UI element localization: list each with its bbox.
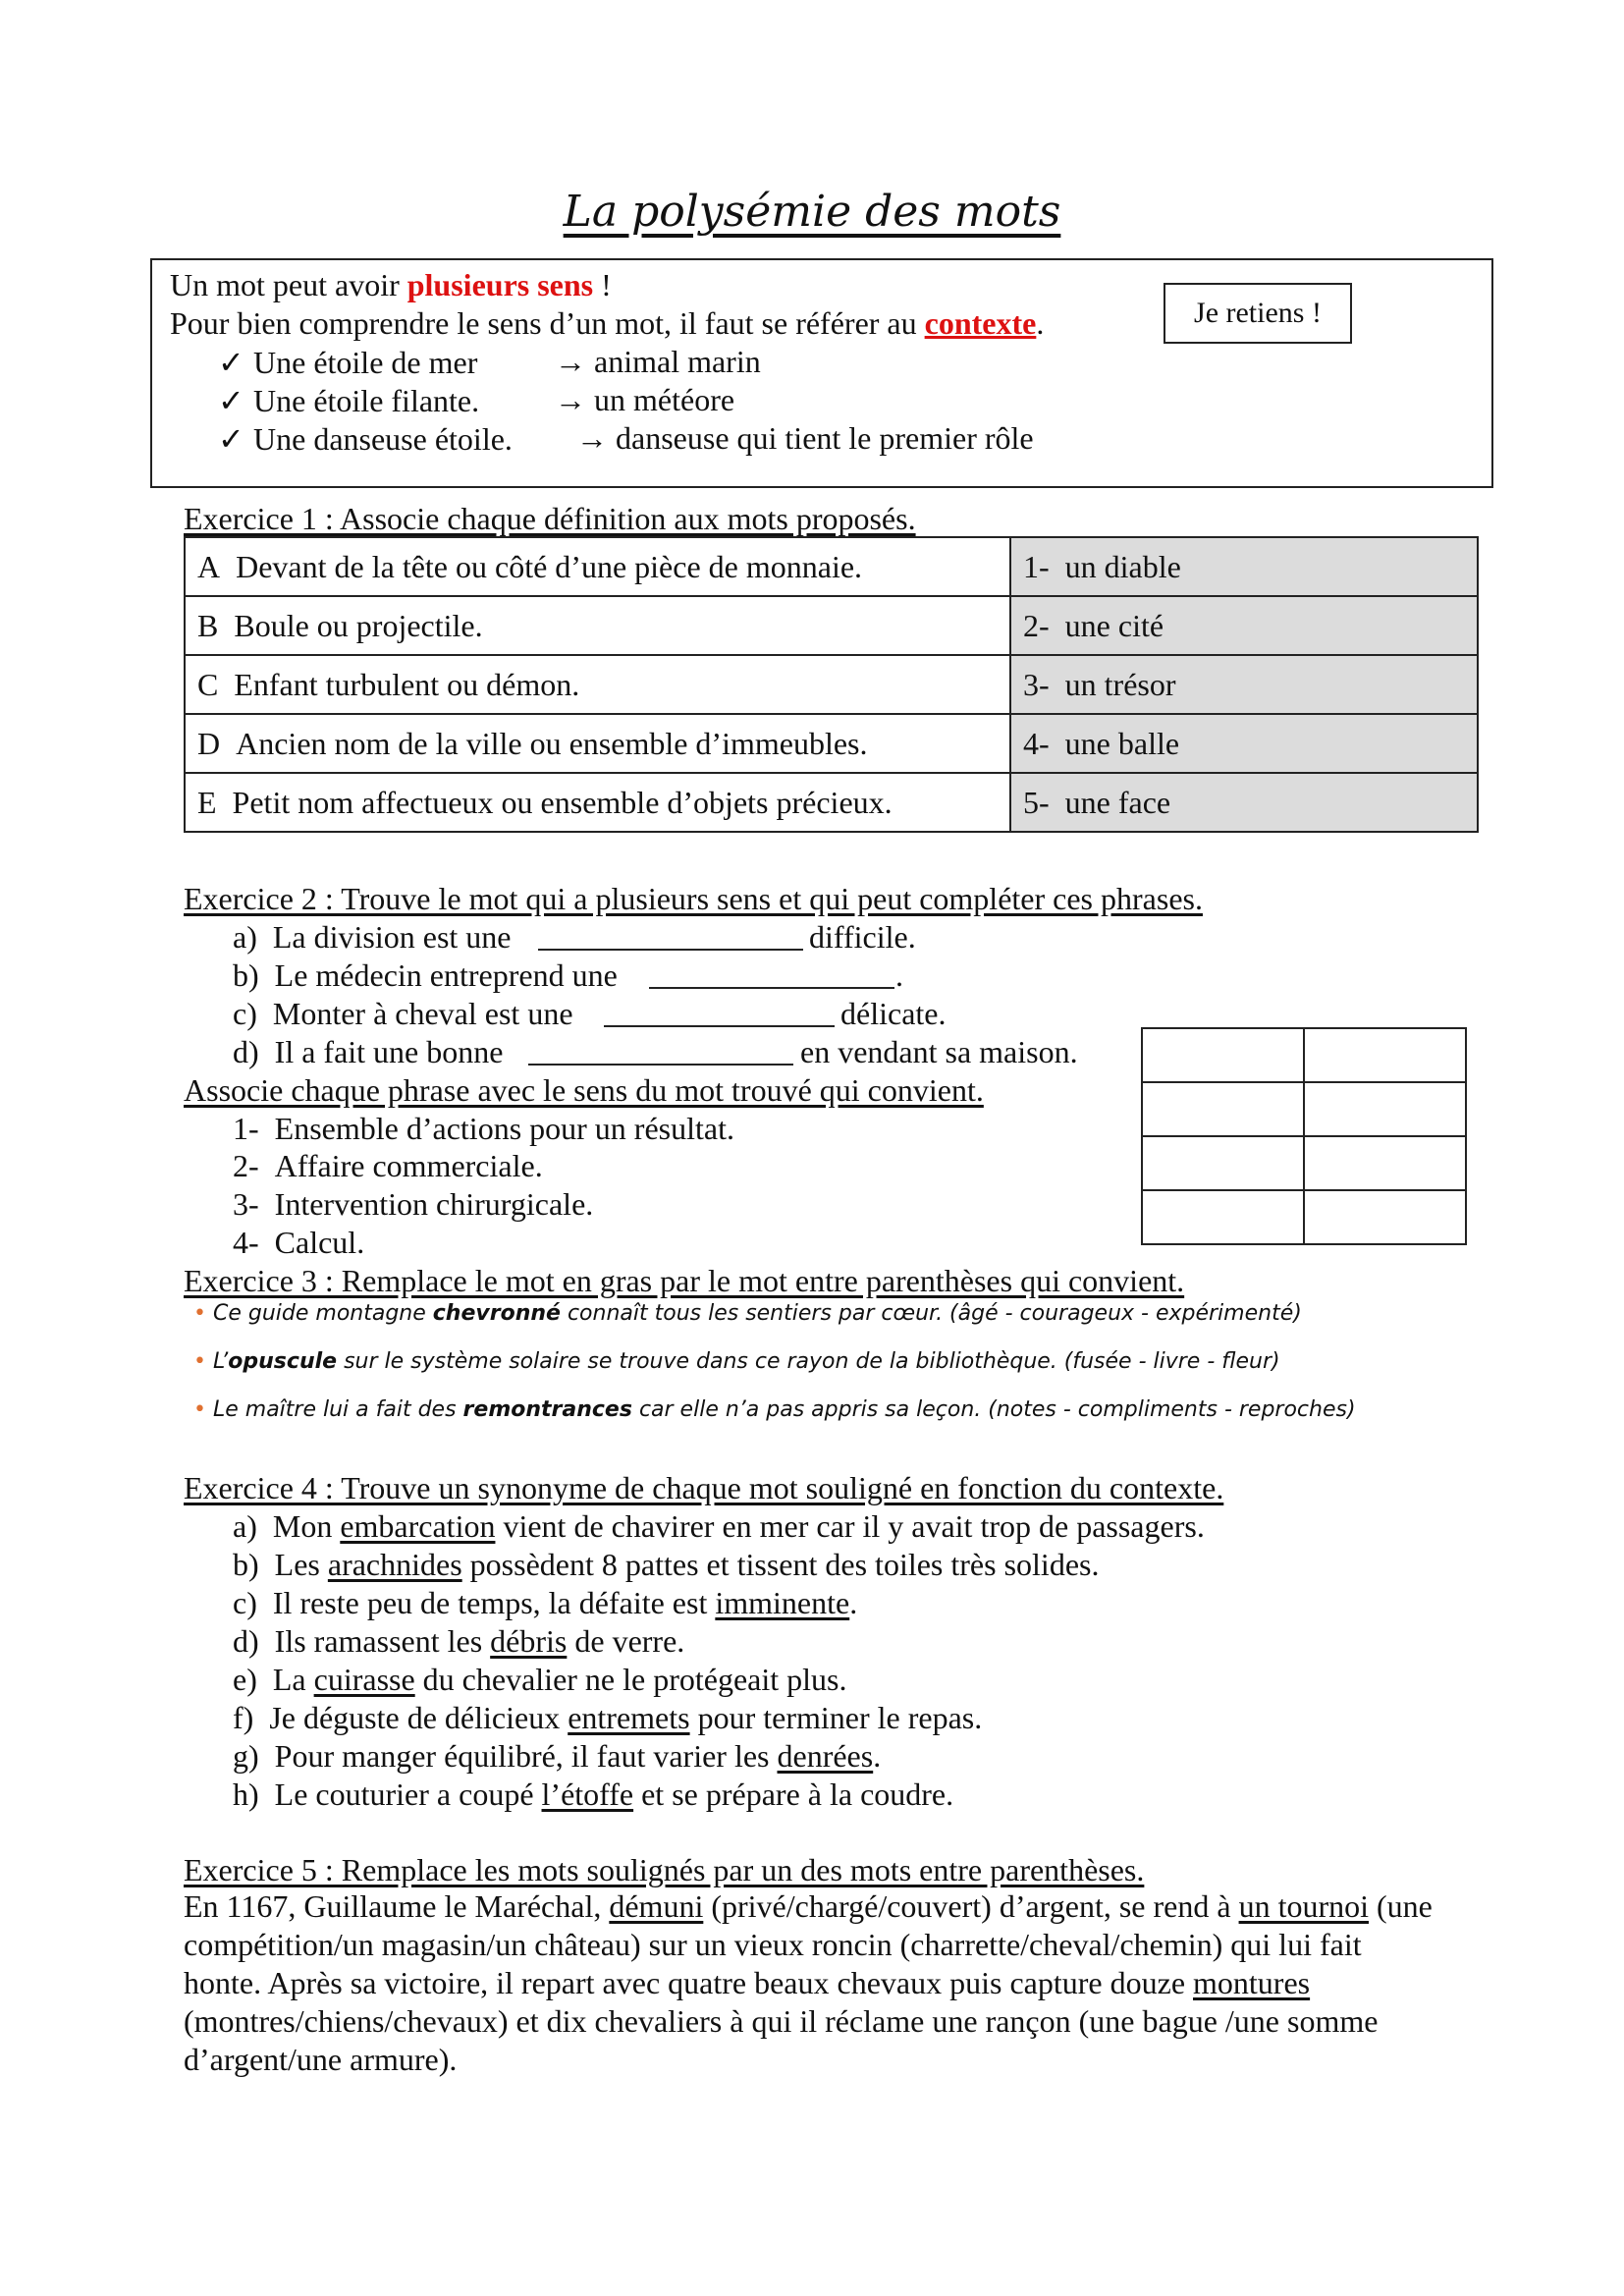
check-icon: ✓ xyxy=(218,345,244,380)
exercise-4-item-g: g) Pour manger équilibré, il faut varier les denrées. xyxy=(233,1738,882,1774)
grid-cell[interactable] xyxy=(1304,1082,1466,1136)
exercise-1-title: Exercice 1 : Associe chaque définition aux mots proposés. xyxy=(184,501,916,536)
exercise-4-item-e: e) La cuirasse du chevalier ne le protégeait plus. xyxy=(233,1662,847,1697)
answer-grid xyxy=(1141,1027,1467,1245)
page-title: La polysémie des mots xyxy=(563,187,1061,237)
word-cell: 1- un diable xyxy=(1010,537,1478,596)
blank-c[interactable] xyxy=(604,1025,835,1027)
meaning-4: 4- Calcul. xyxy=(233,1225,365,1260)
exercise-2-subtitle: Associe chaque phrase avec le sens du mot trouvé qui convient. xyxy=(184,1072,984,1108)
exercise-4-item-b: b) Les arachnides possèdent 8 pattes et tissent des toiles très solides. xyxy=(233,1547,1100,1582)
grid-cell[interactable] xyxy=(1304,1190,1466,1244)
sentence-b-end: . xyxy=(895,957,903,993)
exercise-4-title: Exercice 4 : Trouve un synonyme de chaque mot souligné en fonction du contexte. xyxy=(184,1470,1224,1505)
check-icon: ✓ xyxy=(218,383,244,418)
bullet-icon: • xyxy=(193,1349,206,1374)
sentence-c-end: délicate. xyxy=(840,996,947,1031)
check-icon: ✓ xyxy=(218,421,244,457)
meaning-2: 2- Affaire commerciale. xyxy=(233,1148,543,1183)
word-cell: 3- un trésor xyxy=(1010,655,1478,714)
word-cell: 2- une cité xyxy=(1010,596,1478,655)
exercise-3-item-1: • Ce guide montagne chevronné connaît tous les sentiers par cœur. (âgé - courageux - expérimenté) xyxy=(193,1301,1302,1326)
exercise-4-item-a: a) Mon embarcation vient de chavirer en mer car il y avait trop de passagers. xyxy=(233,1508,1205,1544)
example-1-meaning: → animal marin xyxy=(555,344,761,379)
bullet-icon: • xyxy=(193,1397,206,1422)
exercise-1-table xyxy=(184,536,1479,833)
word-cell: 4- une balle xyxy=(1010,714,1478,773)
example-3: ✓ Une danseuse étoile. xyxy=(218,421,513,457)
definition-cell: B Boule ou projectile. xyxy=(185,596,1010,655)
sentence-d: d) Il a fait une bonne xyxy=(233,1034,504,1069)
table-row xyxy=(185,714,1478,773)
exercise-4-item-c: c) Il reste peu de temps, la défaite est imminente. xyxy=(233,1585,858,1620)
bullet-icon: • xyxy=(193,1301,206,1326)
grid-cell[interactable] xyxy=(1142,1136,1304,1190)
exercise-5-paragraph: En 1167, Guillaume le Maréchal, démuni (privé/chargé/couvert) d’argent, se rend à un tournoi (une compétition/un magasin/un château) sur un vieux roncin (charrette/cheval/chemin) qui lui fait honte. Après sa victoire, il repart avec quatre beaux chevaux puis capture douze montures (montres/chiens/chevaux) et dix chevaliers à qui il réclame une rançon (une bague /une somme d’argent/une armure). xyxy=(184,1888,1433,2077)
arrow-icon: → xyxy=(555,344,586,379)
arrow-icon: → xyxy=(576,420,608,456)
je-retiens-label: Je retiens ! xyxy=(1164,283,1352,344)
sentence-a: a) La division est une xyxy=(233,919,512,955)
meaning-3: 3- Intervention chirurgicale. xyxy=(233,1186,594,1222)
definition-cell: A Devant de la tête ou côté d’une pièce de monnaie. xyxy=(185,537,1010,596)
exercise-4-item-d: d) Ils ramassent les débris de verre. xyxy=(233,1623,685,1659)
exercise-5-title: Exercice 5 : Remplace les mots soulignés par un des mots entre parenthèses. xyxy=(184,1852,1145,1887)
exercise-3-title: Exercice 3 : Remplace le mot en gras par le mot entre parenthèses qui convient. xyxy=(184,1263,1185,1298)
blank-d[interactable] xyxy=(528,1064,793,1066)
definition-cell: E Petit nom affectueux ou ensemble d’objets précieux. xyxy=(185,773,1010,832)
table-row xyxy=(185,537,1478,596)
exercise-4-item-h: h) Le couturier a coupé l’étoffe et se prépare à la coudre. xyxy=(233,1777,954,1812)
rule-line-2: Pour bien comprendre le sens d’un mot, il faut se référer au contexte. xyxy=(170,305,1045,341)
grid-cell[interactable] xyxy=(1304,1136,1466,1190)
example-2: ✓ Une étoile filante. xyxy=(218,383,480,418)
grid-cell[interactable] xyxy=(1142,1082,1304,1136)
grid-cell[interactable] xyxy=(1142,1028,1304,1082)
example-2-meaning: → un météore xyxy=(555,382,735,417)
grid-cell[interactable] xyxy=(1304,1028,1466,1082)
rule-line-1: Un mot peut avoir plusieurs sens ! xyxy=(170,267,612,302)
sentence-d-end: en vendant sa maison. xyxy=(800,1034,1078,1069)
exercise-3-item-3: • Le maître lui a fait des remontrances car elle n’a pas appris sa leçon. (notes - compliments - reproches) xyxy=(193,1397,1356,1422)
grid-cell[interactable] xyxy=(1142,1190,1304,1244)
meaning-1: 1- Ensemble d’actions pour un résultat. xyxy=(233,1111,734,1146)
arrow-icon: → xyxy=(555,382,586,417)
word-cell: 5- une face xyxy=(1010,773,1478,832)
definition-cell: C Enfant turbulent ou démon. xyxy=(185,655,1010,714)
table-row xyxy=(185,773,1478,832)
table-row xyxy=(185,596,1478,655)
example-1: ✓ Une étoile de mer xyxy=(218,345,478,380)
sentence-c: c) Monter à cheval est une xyxy=(233,996,573,1031)
blank-b[interactable] xyxy=(649,987,894,989)
exercise-2-title: Exercice 2 : Trouve le mot qui a plusieurs sens et qui peut compléter ces phrases. xyxy=(184,881,1203,916)
sentence-a-end: difficile. xyxy=(809,919,916,955)
exercise-3-item-2: • L’opuscule sur le système solaire se trouve dans ce rayon de la bibliothèque. (fusée - livre - fleur) xyxy=(193,1349,1280,1374)
blank-a[interactable] xyxy=(538,949,803,951)
table-row xyxy=(185,655,1478,714)
sentence-b: b) Le médecin entreprend une xyxy=(233,957,618,993)
exercise-4-item-f: f) Je déguste de délicieux entremets pour terminer le repas. xyxy=(233,1700,983,1735)
definition-cell: D Ancien nom de la ville ou ensemble d’immeubles. xyxy=(185,714,1010,773)
example-3-meaning: → danseuse qui tient le premier rôle xyxy=(576,420,1034,456)
